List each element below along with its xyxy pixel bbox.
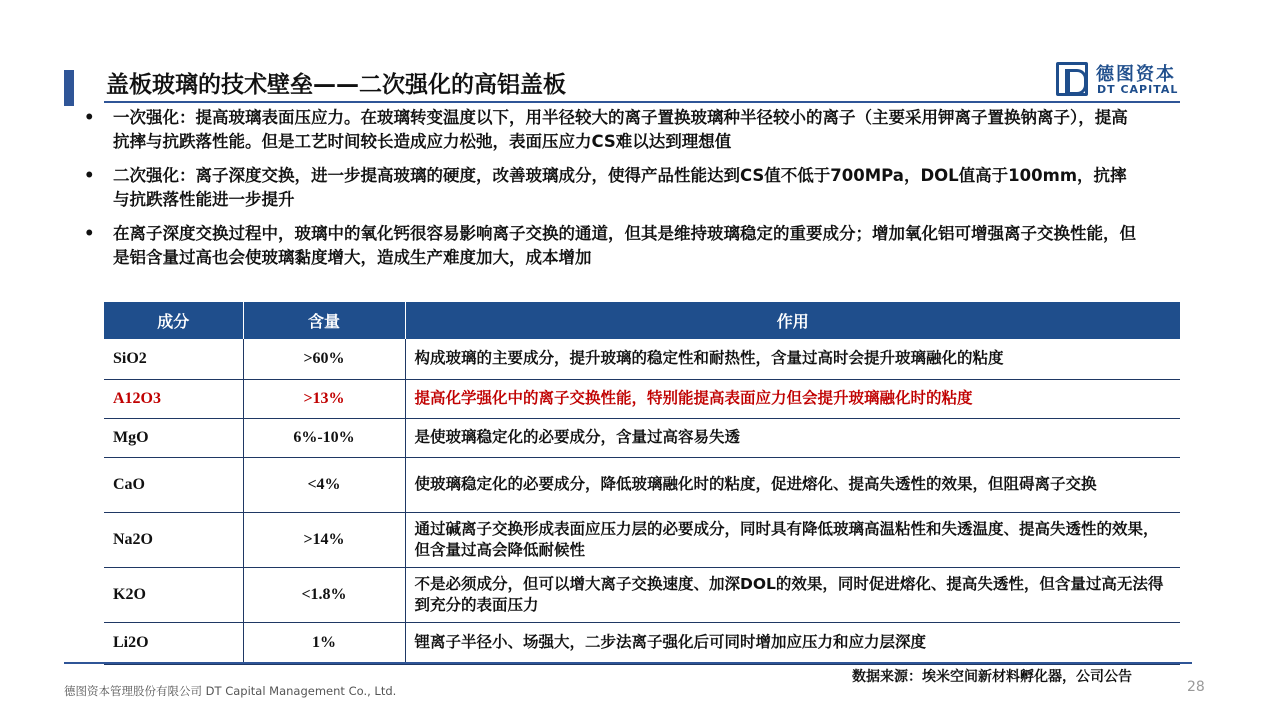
bullet-marker: •	[84, 108, 95, 127]
cell-effect: 构成玻璃的主要成分，提升玻璃的稳定性和耐热性，含量过高时会提升玻璃融化的粘度	[405, 339, 1180, 379]
company-logo	[1056, 60, 1180, 100]
cell-effect: 不是必须成分，但可以增大离子交换速度、加深DOL的效果，同时促进熔化、提高失透性，但含量过高无法得到充分的表面压力	[405, 567, 1180, 622]
logo-cn-text: 德图资本	[1096, 64, 1176, 85]
table-row	[104, 512, 1180, 567]
header-effect: 作用	[405, 302, 1180, 339]
cell-component: MgO	[104, 418, 243, 457]
table-row	[104, 339, 1180, 379]
table-row-highlighted	[104, 379, 1180, 418]
cell-content: 1%	[243, 622, 405, 664]
cell-effect: 通过碱离子交换形成表面应压力层的必要成分，同时具有降低玻璃高温粘性和失透温度、提高失透性的效果，但含量过高会降低耐候性	[405, 512, 1180, 567]
composition-table	[104, 302, 1180, 665]
cell-content: 6%-10%	[243, 418, 405, 457]
header-component: 成分	[104, 302, 243, 339]
bullet-item	[80, 164, 1140, 212]
table-row	[104, 567, 1180, 622]
cell-effect: 锂离子半径小、场强大，二步法离子强化后可同时增加应压力和应力层深度	[405, 622, 1180, 664]
cell-content: <1.8%	[243, 567, 405, 622]
logo-d-icon	[1056, 62, 1088, 96]
data-source: 数据来源：埃米空间新材料孵化器，公司公告	[852, 669, 1132, 685]
cell-component: Na2O	[104, 512, 243, 567]
bullet-marker: •	[84, 166, 95, 185]
table-header-row	[104, 302, 1180, 339]
table-row	[104, 457, 1180, 512]
table-row	[104, 622, 1180, 664]
title-underline	[104, 101, 1180, 103]
bullet-text: 一次强化：提高玻璃表面压应力。在玻璃转变温度以下，用半径较大的离子置换玻璃种半径较小的离子（主要采用钾离子置换钠离子），提高抗摔与抗跌落性能。但是工艺时间较长造成应力松弛，表面压应力CS难以达到理想值	[113, 108, 1128, 151]
cell-component: A12O3	[104, 379, 243, 418]
cell-component: Li2O	[104, 622, 243, 664]
cell-content: >14%	[243, 512, 405, 567]
cell-content: >60%	[243, 339, 405, 379]
footer-divider	[64, 662, 1192, 664]
bullet-text: 在离子深度交换过程中，玻璃中的氧化钙很容易影响离子交换的通道，但其是维持玻璃稳定的重要成分；增加氧化铝可增强离子交换性能，但是铝含量过高也会使玻璃黏度增大，造成生产难度加大，成本增加	[113, 224, 1136, 267]
table-row	[104, 418, 1180, 457]
cell-component: SiO2	[104, 339, 243, 379]
cell-content: >13%	[243, 379, 405, 418]
title-accent-bar	[64, 70, 74, 106]
page-title: 盖板玻璃的技术壁垒——二次强化的高铝盖板	[106, 72, 566, 98]
bullet-text: 二次强化：离子深度交换，进一步提高玻璃的硬度，改善玻璃成分，使得产品性能达到CS值不低于700MPa，DOL值高于100mm，抗摔与抗跌落性能进一步提升	[113, 166, 1127, 209]
bullet-marker: •	[84, 224, 95, 243]
header-content: 含量	[243, 302, 405, 339]
bullet-item	[80, 222, 1140, 270]
cell-content: <4%	[243, 457, 405, 512]
cell-component: K2O	[104, 567, 243, 622]
company-footer: 德图资本管理股份有限公司 DT Capital Management Co., Ltd.	[64, 684, 397, 698]
cell-component: CaO	[104, 457, 243, 512]
bullet-list	[80, 106, 1140, 270]
cell-effect: 提高化学强化中的离子交换性能，特别能提高表面应力但会提升玻璃融化时的粘度	[405, 379, 1180, 418]
logo-en-text: DT CAPITAL	[1097, 83, 1179, 96]
bullet-item	[80, 106, 1140, 154]
cell-effect: 使玻璃稳定化的必要成分，降低玻璃融化时的粘度，促进熔化、提高失透性的效果，但阻碍离子交换	[405, 457, 1180, 512]
page-number: 28	[1187, 679, 1205, 695]
cell-effect: 是使玻璃稳定化的必要成分，含量过高容易失透	[405, 418, 1180, 457]
